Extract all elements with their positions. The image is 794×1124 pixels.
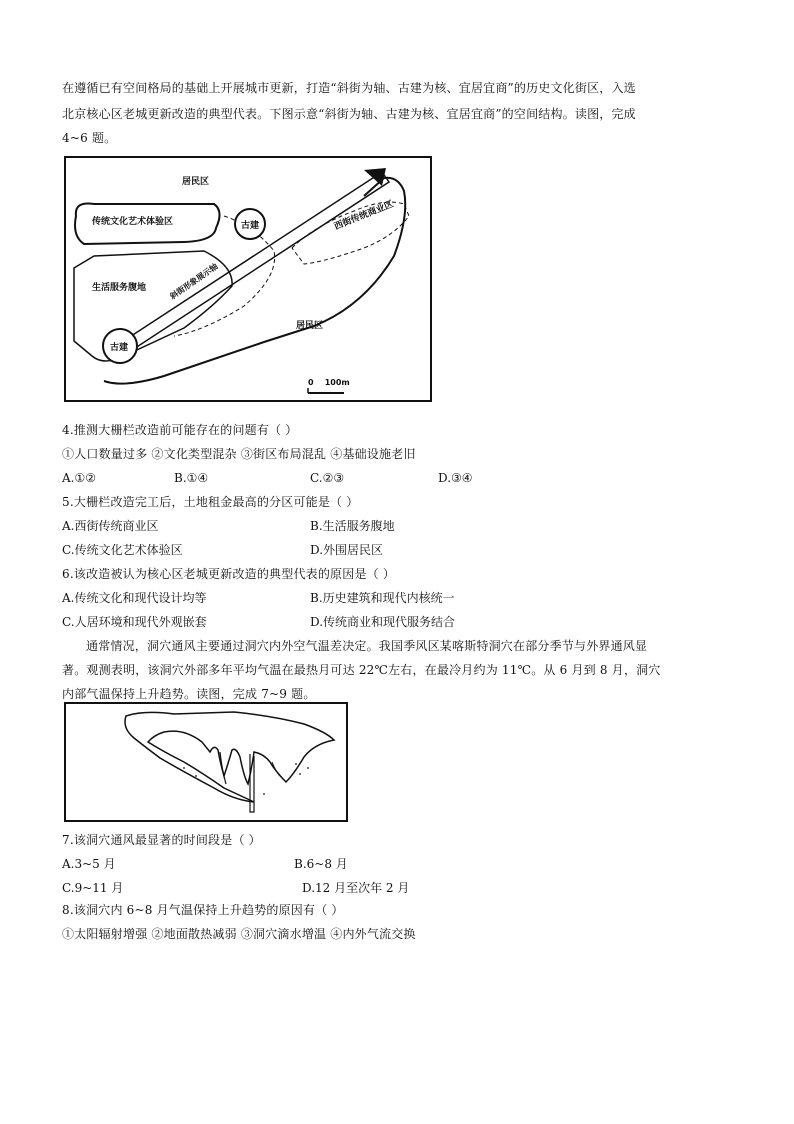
- q5-options: [62, 516, 742, 560]
- q5-option-c[interactable]: C.传统文化艺术体验区: [62, 543, 183, 557]
- map1-residential-bottom: 居民区: [296, 321, 324, 331]
- q6-option-c[interactable]: C.人居环境和现代外观嵌套: [62, 615, 207, 629]
- q5-stem: 5.大栅栏改造完工后，土地租金最高的分区可能是（ ）: [62, 495, 359, 509]
- q6-option-b[interactable]: B.历史建筑和现代内核统一: [310, 591, 455, 605]
- map1-traditional-culture: 传统文化艺术体验区: [92, 217, 174, 227]
- intro1-line2: 北京核心区老城更新改造的典型代表。下图示意“斜街为轴、古建为核、宜居宜商”的空间结构。读图，完成: [62, 107, 636, 121]
- map1-ancient-bottom: 古建: [110, 343, 129, 353]
- q4-items: ①人口数量过多 ②文化类型混杂 ③街区布局混乱 ④基础设施老旧: [62, 447, 416, 461]
- map1-scale: 0 100m: [308, 378, 350, 387]
- q4-option-b[interactable]: B.①④: [174, 471, 209, 485]
- q6-options: [62, 588, 742, 632]
- intro1-line1: 在遵循已有空间格局的基础上开展城市更新，打造“斜街为轴、古建为核、宜居宜商”的历史文化街区，入选: [62, 81, 636, 95]
- cave-profile-map: [64, 702, 348, 822]
- q7-option-d[interactable]: D.12 月至次年 2 月: [302, 881, 410, 895]
- cave-drawing: [64, 702, 348, 822]
- intro2-line3: 内部气温保持上升趋势。读图，完成 7~9 题。: [62, 687, 316, 701]
- q4-stem: 4.推测大栅栏改造前可能存在的问题有（ ）: [62, 423, 298, 437]
- q4-options: [62, 468, 742, 488]
- intro2-line1: 通常情况，洞穴通风主要通过洞穴内外空气温差决定。我国季风区某喀斯特洞穴在部分季节与外界通风显: [86, 639, 648, 653]
- map1-drawing: [64, 156, 432, 402]
- q7-option-b[interactable]: B.6~8 月: [294, 857, 348, 871]
- q6-option-d[interactable]: D.传统商业和现代服务结合: [310, 615, 456, 629]
- map1-ancient-top: 古建: [241, 221, 260, 231]
- map1-axis: 斜街形象展示轴: [168, 261, 220, 302]
- q6-option-a[interactable]: A.传统文化和现代设计均等: [62, 591, 207, 605]
- q7-options: [62, 854, 742, 898]
- q4-option-c[interactable]: C.②③: [310, 471, 345, 485]
- intro1-line3: 4~6 题。: [62, 131, 117, 145]
- q6-stem: 6.该改造被认为核心区老城更新改造的典型代表的原因是（ ）: [62, 567, 396, 581]
- q8-items: ①太阳辐射增强 ②地面散热减弱 ③洞穴滴水增温 ④内外气流交换: [62, 927, 416, 941]
- q8-stem: 8.该洞穴内 6~8 月气温保持上升趋势的原因有（ ）: [62, 903, 344, 917]
- q4-option-d[interactable]: D.③④: [438, 471, 473, 485]
- q7-option-a[interactable]: A.3~5 月: [62, 857, 116, 871]
- spatial-structure-map: [64, 156, 432, 402]
- q5-option-a[interactable]: A.西街传统商业区: [62, 519, 159, 533]
- q4-option-a[interactable]: A.①②: [62, 471, 96, 485]
- q7-stem: 7.该洞穴通风最显著的时间段是（ ）: [62, 833, 261, 847]
- q7-option-c[interactable]: C.9~11 月: [62, 881, 124, 895]
- intro2-line2: 著。观测表明，该洞穴外部多年平均气温在最热月可达 22℃左右，在最冷月约为 11℃。从 6 月到 8 月，洞穴: [62, 663, 661, 677]
- map1-west-street: 西街传统商业区: [332, 199, 396, 233]
- q5-option-d[interactable]: D.外围居民区: [310, 543, 384, 557]
- q5-option-b[interactable]: B.生活服务腹地: [310, 519, 395, 533]
- map1-residential-top: 居民区: [182, 177, 210, 187]
- map1-life-service: 生活服务腹地: [92, 283, 147, 293]
